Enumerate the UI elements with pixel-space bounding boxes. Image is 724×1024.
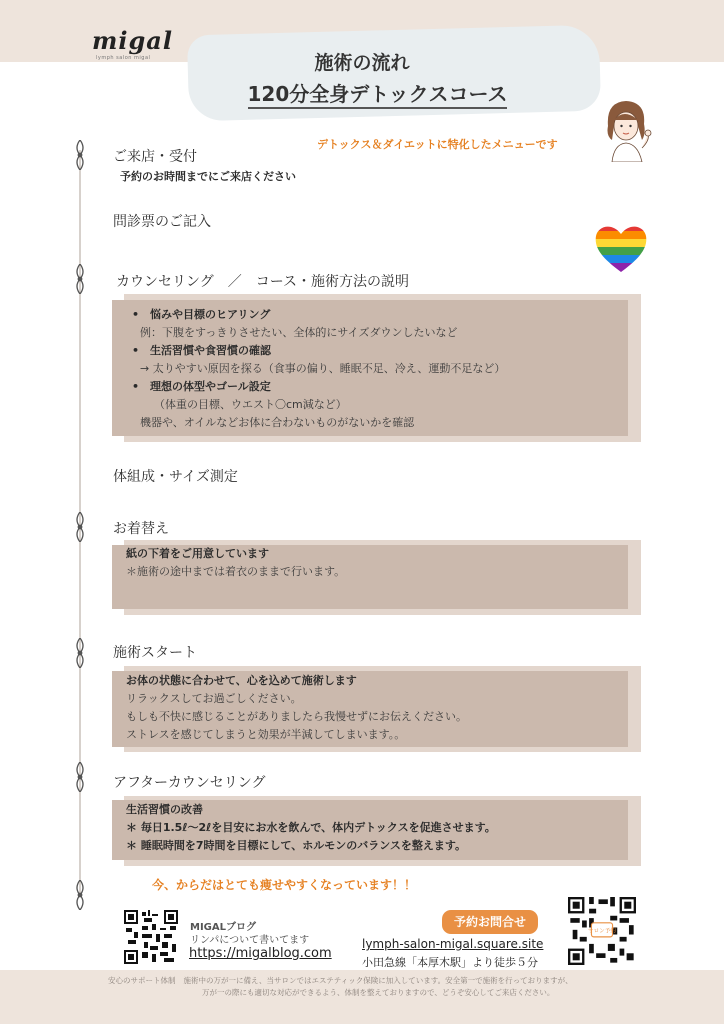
step-reception: ご来店・受付 bbox=[113, 149, 197, 165]
counseling-item: • 理想の体型やゴール設定 bbox=[132, 380, 271, 393]
step-treatment-start: 施術スタート bbox=[113, 645, 197, 661]
step-after-counseling: アフターカウンセリング bbox=[113, 775, 266, 791]
footer-line: 施術中の万が一に備え、当サロンではエステティック保険に加入しています。安全第一で施術を行っておりますが、 bbox=[183, 976, 573, 985]
treatment-box-line: ストレスを感じてしまうと効果が半減してしまいます。。 bbox=[126, 728, 406, 741]
reservation-qr-label: サロン予約 bbox=[587, 928, 617, 935]
treatment-box-line: リラックスしてお過ごしください。 bbox=[126, 692, 302, 705]
reservation-site-link[interactable]: lymph-salon-migal.square.site bbox=[362, 937, 544, 951]
timeline-ornament-icon bbox=[70, 512, 90, 542]
counseling-detail: 機器や、オイルなどお体に合わないものがないかを確認 bbox=[140, 416, 415, 429]
reservation-qr-code[interactable] bbox=[568, 897, 636, 965]
step-changing: お着替え bbox=[113, 521, 169, 537]
counseling-item: • 生活習慣や食習慣の確認 bbox=[132, 344, 271, 357]
step-questionnaire: 問診票のご記入 bbox=[113, 214, 211, 230]
counseling-detail: → 太りやすい原因を探る（食事の偏り、睡眠不足、冷え、運動不足など） bbox=[140, 362, 506, 375]
treatment-box-title: お体の状態に合わせて、心を込めて施術します bbox=[126, 674, 357, 687]
timeline-ornament-icon bbox=[70, 762, 90, 792]
treatment-box-line: もしも不快に感じることがありましたら我慢せずにお伝えください。 bbox=[126, 710, 467, 723]
counseling-detail: （体重の目標、ウエスト〇cm減など） bbox=[154, 398, 347, 411]
counseling-item: • 悩みや目標のヒアリング bbox=[132, 308, 271, 321]
reservation-button[interactable]: 予約お問合せ bbox=[442, 910, 538, 934]
after-counseling-box-line: ＊ 睡眠時間を7時間を目標にして、ホルモンのバランスを整えます。 bbox=[126, 839, 467, 852]
blog-description: リンパについて書いてます bbox=[190, 935, 310, 946]
brand-logo: migal bbox=[92, 26, 173, 55]
rainbow-heart-icon bbox=[594, 222, 648, 274]
timeline-ornament-icon bbox=[70, 140, 90, 170]
blog-link[interactable]: https://migalblog.com bbox=[189, 946, 332, 961]
after-counseling-box-line: ＊ 毎日1.5ℓ〜2ℓを目安にお水を飲んで、体内デトックスを促進させます。 bbox=[126, 821, 496, 834]
woman-illustration bbox=[598, 96, 656, 162]
footer-note bbox=[108, 975, 668, 999]
step-reception-note: 予約のお時間までにご来店ください bbox=[120, 170, 296, 183]
tagline: デトックス＆ダイエットに特化したメニューです bbox=[317, 138, 558, 151]
blog-title: MIGALブログ bbox=[190, 922, 256, 933]
timeline-ornament-icon bbox=[70, 638, 90, 668]
blog-qr-code[interactable] bbox=[124, 910, 178, 964]
footer-line: 万が一の際にも適切な対応ができるよう、体制を整えておりますので、どうぞ安心してご来店ください。 bbox=[202, 988, 555, 997]
counseling-detail: 例：下腹をすっきりさせたい、全体的にサイズダウンしたいなど bbox=[140, 326, 458, 339]
step-body-measurement: 体組成・サイズ測定 bbox=[113, 469, 238, 485]
step-counseling: カウンセリング ／ コース・施術方法の説明 bbox=[116, 274, 410, 290]
closing-message: 今、からだはとても痩せやすくなっています！！ bbox=[151, 878, 416, 892]
course-title-text: 120分全身デトックスコース bbox=[248, 82, 508, 109]
changing-box-title: 紙の下着をご用意しています bbox=[126, 547, 269, 560]
footer-label: 安心のサポート体制 bbox=[108, 976, 176, 985]
after-counseling-box-title: 生活習慣の改善 bbox=[126, 803, 203, 816]
page-title: 施術の流れ bbox=[314, 52, 410, 74]
timeline-ornament-icon bbox=[70, 264, 90, 294]
brand-logo-subtitle: lymph salon migal bbox=[96, 55, 151, 61]
changing-box-line: ＊施術の途中までは着衣のままで行います。 bbox=[126, 565, 346, 578]
access-info: 小田急線「本厚木駅」より徒歩５分 bbox=[362, 956, 538, 969]
